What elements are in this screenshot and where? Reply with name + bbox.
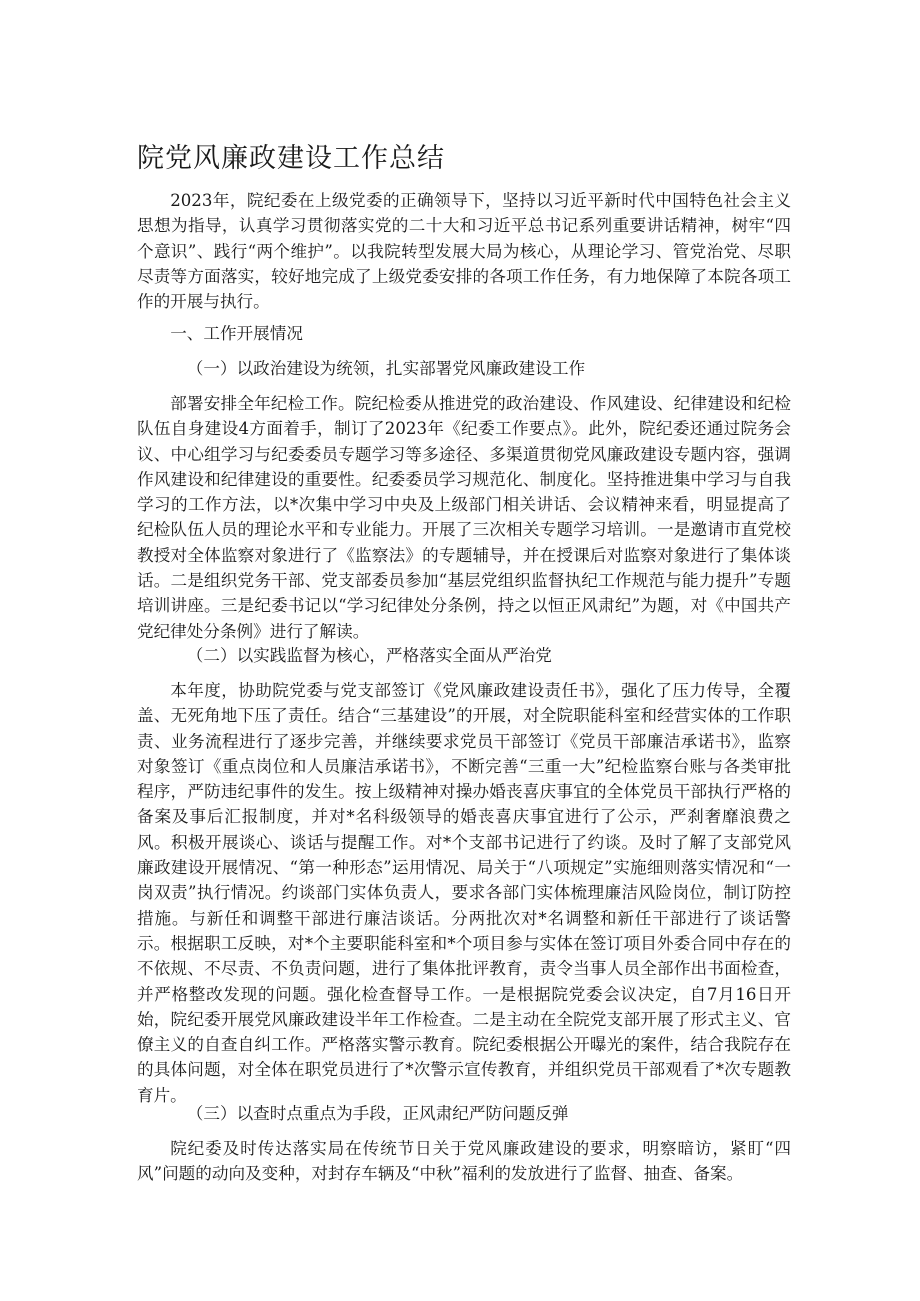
subsection-body-2: 本年度，协助院党委与党支部签订《党风廉政建设责任书》，强化了压力传导，全覆盖、无死角地下压了责任。结合“三基建设”的开展，对全院职能科室和经营实体的工作职责、业务流程进行了逐步完善，并继续要求党员干部签订《党员干部廉洁承诺书》，监察对象签订《重点岗位和人员廉洁承诺书》，不断完善“三重一大”纪检监察台账与各类审批程序，严防违纪事件的发生。按上级精神对操办婚丧喜庆事宜的全体党员干部执行严格的备案及事后汇报制度，并对*名科级领导的婚丧喜庆事宜进行了公示，严刹奢靡浪费之风。积极开展谈心、谈话与提醒工作。对*个支部书记进行了约谈。及时了解了支部党风廉政建设开展情况、“第一种形态”运用情况、局关于“八项规定”实施细则落实情况和“一岗双责”执行情况。约谈部门实体负责人，要求各部门实体梳理廉洁风险岗位，制订防控措施。与新任和调整干部进行廉洁谈话。分两批次对*名调整和新任干部进行了谈话警示。根据职工反映，对*个主要职能科室和*个项目参与实体在签订项目外委合同中存在的不依规、不尽责、不负责问题，进行了集体批评教育，责令当事人员全部作出书面检查，并严格整改发现的问题。强化检查督导工作。一是根据院党委会议决定，自7月16日开始，院纪委开展党风廉政建设半年工作检查。二是主动在全院党支部开展了形式主义、官僚主义的自查自纠工作。严格落实警示教育。院纪委根据公开曝光的案件，结合我院存在的具体问题，对全体在职党员进行了*次警示宣传教育，并组织党员干部观看了*次专题教育片。	[137, 681, 791, 1105]
subsection-heading-3: （三）以查时点重点为手段，正风肃纪严防问题反弹	[186, 1104, 569, 1123]
subsection-body-3: 院纪委及时传达落实局在传统节日关于党风廉政建设的要求，明察暗访，紧盯“四风”问题的动向及变种，对封存车辆及“中秋”福利的发放进行了监督、抽查、备案。	[137, 1139, 791, 1184]
subsection-body-1: 部署安排全年纪检工作。院纪检委从推进党的政治建设、作风建设、纪律建设和纪检队伍自身建设4方面着手，制订了2023年《纪委工作要点》。此外，院纪委还通过院务会议、中心组学习与纪委委员专题学习等多途径、多渠道贯彻党风廉政建设专题内容，强调作风建设和纪律建设的重要性。纪委委员学习规范化、制度化。坚持推进集中学习与自我学习的工作方法，以*次集中学习中央及上级部门相关讲话、会议精神来看，明显提高了纪检队伍人员的理论水平和专业能力。开展了三次相关专题学习培训。一是邀请市直党校教授对全体监察对象进行了《监察法》的专题辅导，并在授课后对监察对象进行了集体谈话。二是组织党务干部、党支部委员参加“基层党组织监督执纪工作规范与能力提升”专题培训讲座。三是纪委书记以“学习纪律处分条例，持之以恒正风肃纪”为题，对《中国共产党纪律处分条例》进行了解读。	[137, 394, 791, 641]
intro-paragraph: 2023年，院纪委在上级党委的正确领导下，坚持以习近平新时代中国特色社会主义思想为指导，认真学习贯彻落实党的二十大和习近平总书记系列重要讲话精神，树牢“四个意识”、践行“两个维护”。以我院转型发展大局为核心，从理论学习、管党治党、尽职尽责等方面落实，较好地完成了上级党委安排的各项工作任务，有力地保障了本院各项工作的开展与执行。	[137, 191, 791, 312]
subsection-heading-1: （一）以政治建设为统领，扎实部署党风廉政建设工作	[186, 359, 586, 378]
document-title: 院党风廉政建设工作总结	[137, 143, 445, 174]
subsection-heading-2: （二）以实践监督为核心，严格落实全面从严治党	[186, 646, 552, 665]
section-heading: 一、工作开展情况	[170, 324, 303, 343]
